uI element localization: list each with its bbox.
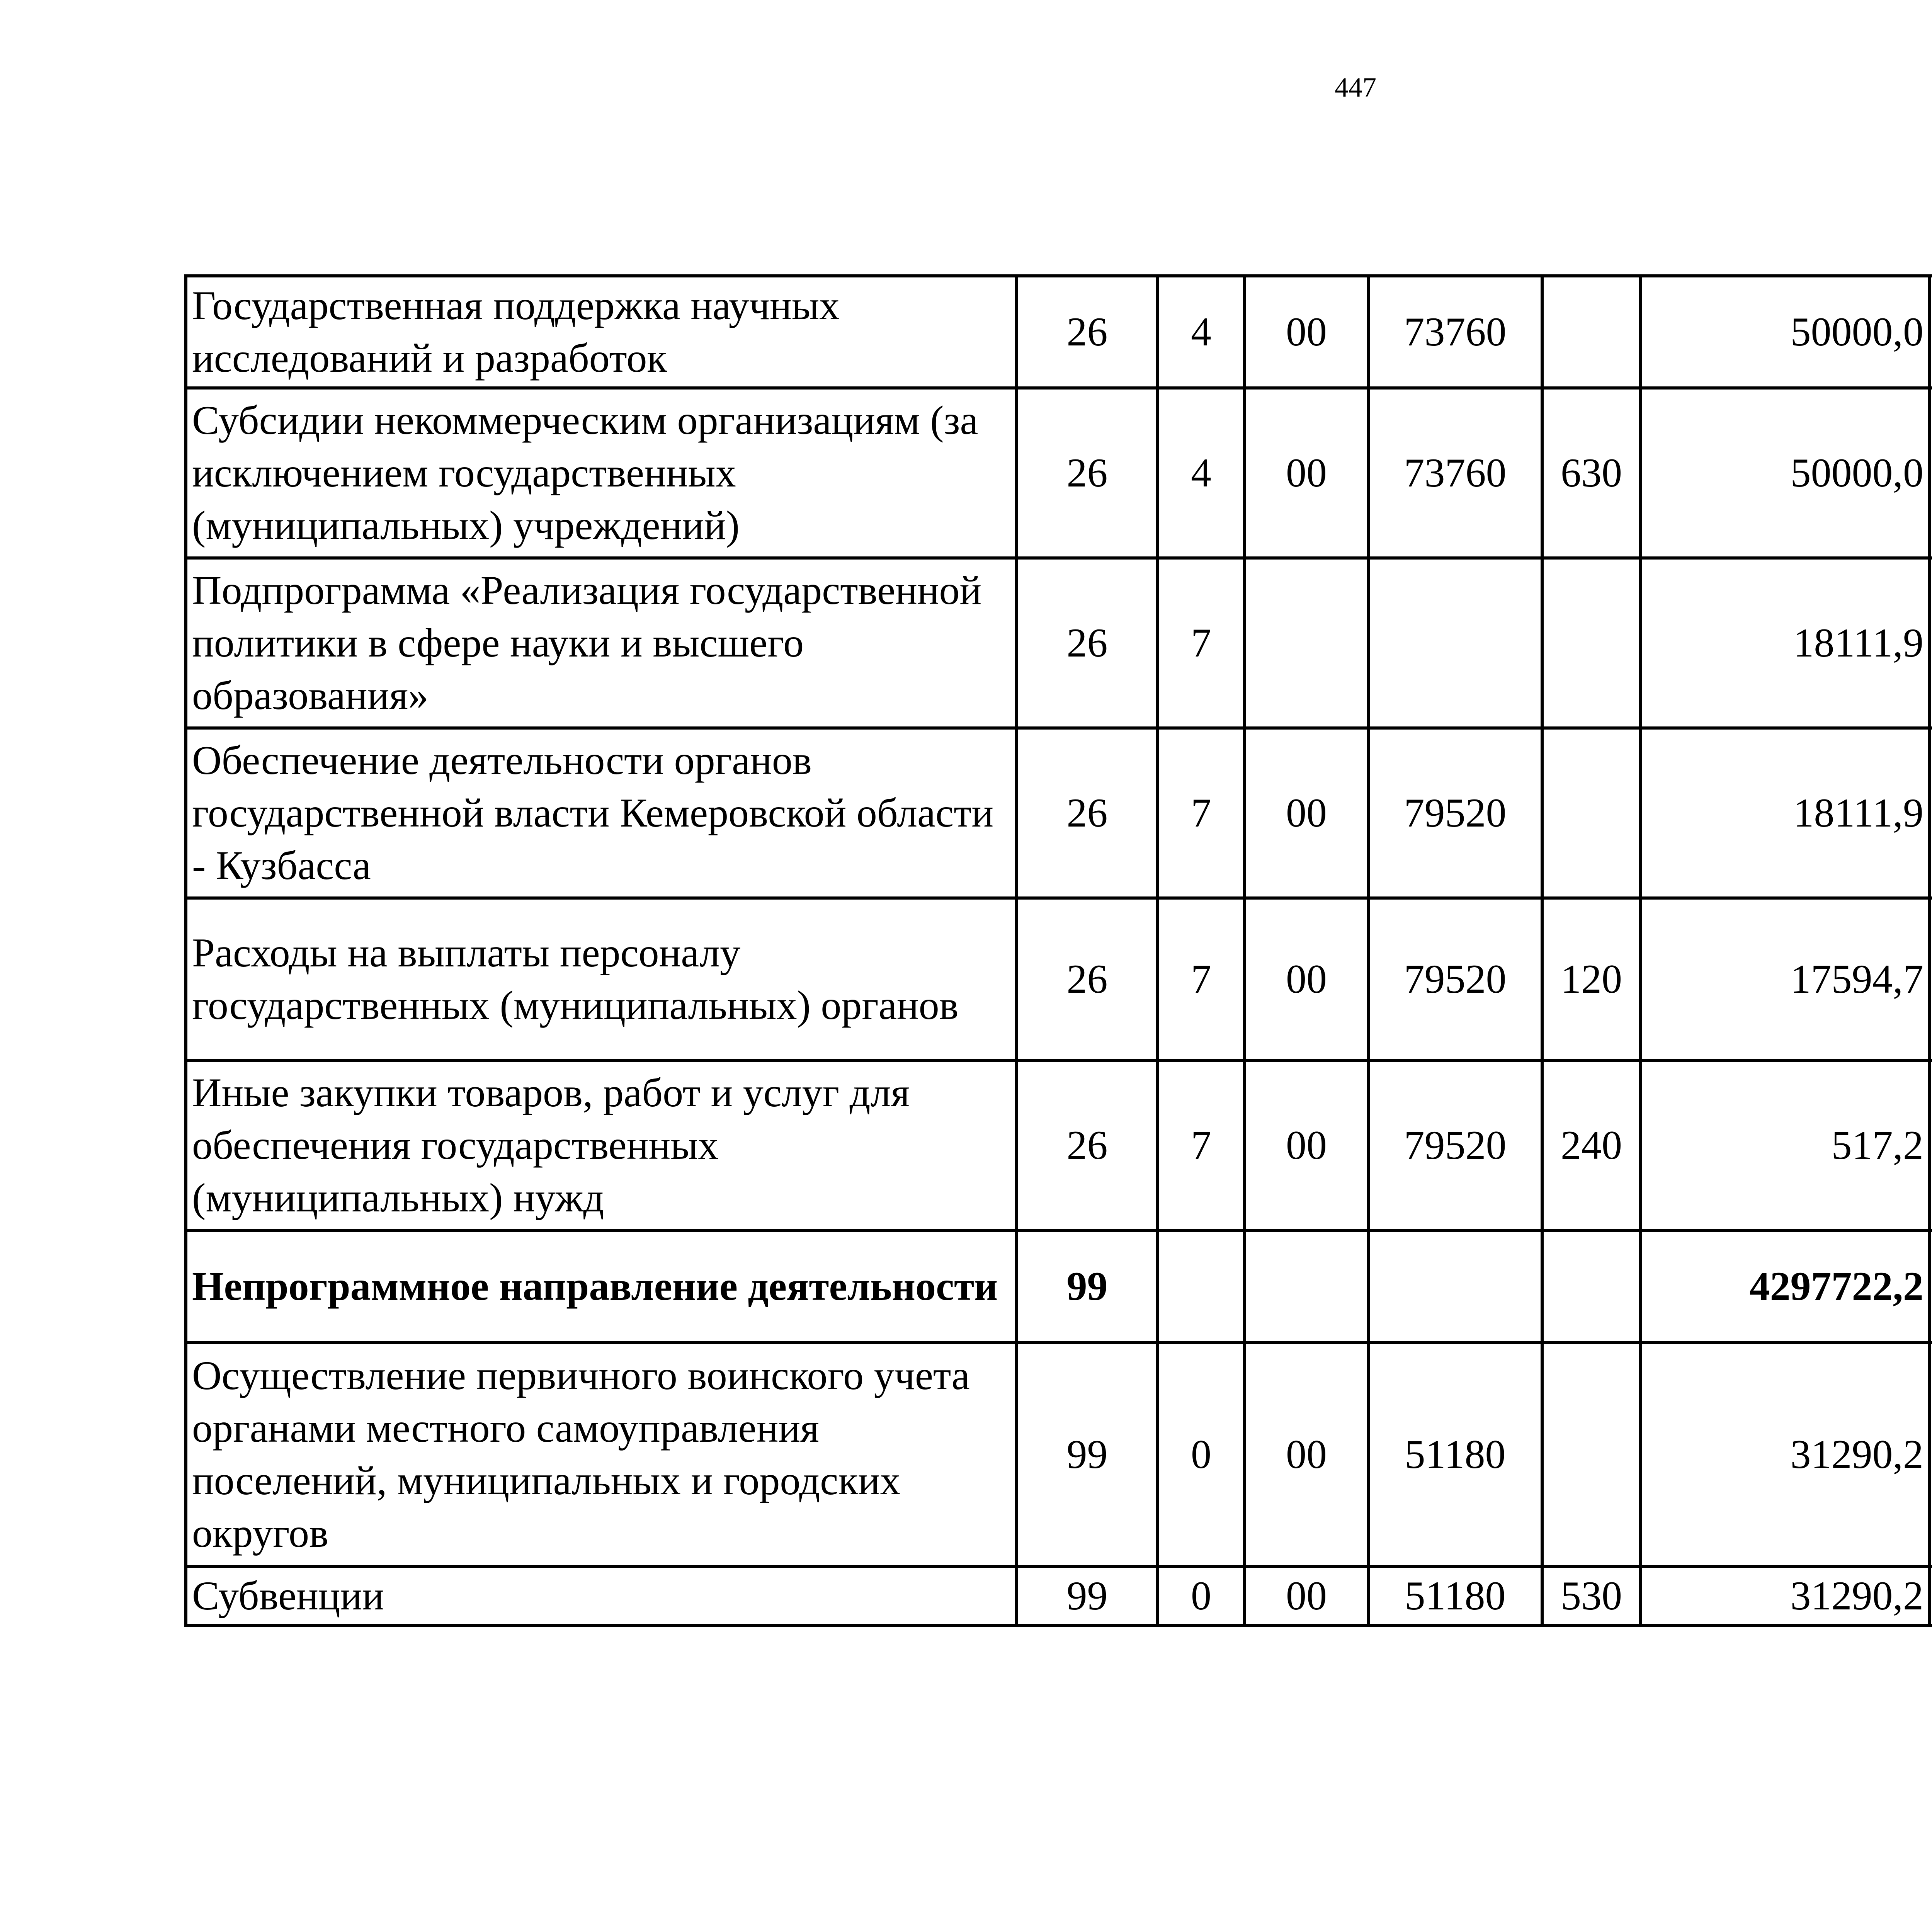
code-main-event: 00 (1245, 1567, 1368, 1625)
code-ministry: 26 (1017, 1060, 1158, 1230)
amount-year-2 (1930, 728, 1932, 898)
code-main-event (1245, 1230, 1368, 1342)
table-row (186, 276, 1932, 388)
code-direction: 79520 (1368, 728, 1542, 898)
amount-year-2 (1930, 1567, 1932, 1625)
amount-year-2 (1930, 1060, 1932, 1230)
code-expense-type (1542, 558, 1641, 728)
row-name: Расходы на выплаты персоналу государственных (муниципальных) органов (186, 898, 1017, 1060)
row-name: Непрограммное направление деятельности (186, 1230, 1017, 1342)
table-row (186, 388, 1932, 558)
amount-year-2 (1930, 558, 1932, 728)
code-main-event: 00 (1245, 898, 1368, 1060)
code-subprogram: 7 (1158, 728, 1245, 898)
table-row (186, 728, 1932, 898)
code-ministry: 26 (1017, 558, 1158, 728)
table-row (186, 1230, 1932, 1342)
code-direction: 79520 (1368, 1060, 1542, 1230)
row-name: Субвенции (186, 1567, 1017, 1625)
code-ministry: 99 (1017, 1342, 1158, 1567)
amount-year-1: 31290,2 (1641, 1567, 1930, 1625)
code-main-event: 00 (1245, 1060, 1368, 1230)
table-row (186, 558, 1932, 728)
amount-year-2 (1930, 276, 1932, 388)
amount-year-1: 18111,9 (1641, 728, 1930, 898)
code-main-event (1245, 558, 1368, 728)
amount-year-1: 17594,7 (1641, 898, 1930, 1060)
code-main-event: 00 (1245, 388, 1368, 558)
code-ministry: 26 (1017, 276, 1158, 388)
code-direction: 51180 (1368, 1567, 1542, 1625)
budget-table (184, 274, 1932, 1627)
code-main-event: 00 (1245, 1342, 1368, 1567)
amount-year-1: 50000,0 (1641, 388, 1930, 558)
code-ministry: 99 (1017, 1567, 1158, 1625)
row-name: Подпрограмма «Реализация государственной политики в сфере науки и высшего образования» (186, 558, 1017, 728)
amount-year-1: 18111,9 (1641, 558, 1930, 728)
code-expense-type (1542, 1230, 1641, 1342)
code-subprogram: 0 (1158, 1342, 1245, 1567)
table-row (186, 898, 1932, 1060)
amount-year-1: 31290,2 (1641, 1342, 1930, 1567)
code-ministry: 26 (1017, 898, 1158, 1060)
code-expense-type: 240 (1542, 1060, 1641, 1230)
code-subprogram: 4 (1158, 388, 1245, 558)
code-expense-type (1542, 276, 1641, 388)
code-direction: 73760 (1368, 388, 1542, 558)
code-subprogram: 7 (1158, 558, 1245, 728)
code-main-event: 00 (1245, 728, 1368, 898)
code-direction (1368, 558, 1542, 728)
code-subprogram: 7 (1158, 898, 1245, 1060)
code-direction (1368, 1230, 1542, 1342)
amount-year-1: 4297722,2 (1641, 1230, 1930, 1342)
code-ministry: 26 (1017, 728, 1158, 898)
amount-year-2 (1930, 388, 1932, 558)
code-expense-type: 530 (1542, 1567, 1641, 1625)
row-name: Обеспечение деятельности органов государственной власти Кемеровской области - Кузбасса (186, 728, 1017, 898)
table-row (186, 1060, 1932, 1230)
code-direction: 51180 (1368, 1342, 1542, 1567)
code-expense-type (1542, 1342, 1641, 1567)
code-subprogram (1158, 1230, 1245, 1342)
code-subprogram: 7 (1158, 1060, 1245, 1230)
page-number: 447 (1335, 72, 1376, 103)
code-subprogram: 0 (1158, 1567, 1245, 1625)
amount-year-2 (1930, 1230, 1932, 1342)
row-name: Осуществление первичного воинского учета органами местного самоуправления поселений, муниципальных и городских округов (186, 1342, 1017, 1567)
row-name: Субсидии некоммерческим организациям (за исключением государственных (муниципальных) учреждений) (186, 388, 1017, 558)
code-direction: 73760 (1368, 276, 1542, 388)
code-direction: 79520 (1368, 898, 1542, 1060)
table-row (186, 1342, 1932, 1567)
code-ministry: 99 (1017, 1230, 1158, 1342)
amount-year-2 (1930, 898, 1932, 1060)
code-expense-type: 120 (1542, 898, 1641, 1060)
amount-year-1: 517,2 (1641, 1060, 1930, 1230)
amount-year-1: 50000,0 (1641, 276, 1930, 388)
row-name: Иные закупки товаров, работ и услуг для обеспечения государственных (муниципальных) нужд (186, 1060, 1017, 1230)
code-main-event: 00 (1245, 276, 1368, 388)
table-row (186, 1567, 1932, 1625)
amount-year-2 (1930, 1342, 1932, 1567)
code-expense-type (1542, 728, 1641, 898)
row-name: Государственная поддержка научных исследований и разработок (186, 276, 1017, 388)
code-expense-type: 630 (1542, 388, 1641, 558)
code-subprogram: 4 (1158, 276, 1245, 388)
code-ministry: 26 (1017, 388, 1158, 558)
